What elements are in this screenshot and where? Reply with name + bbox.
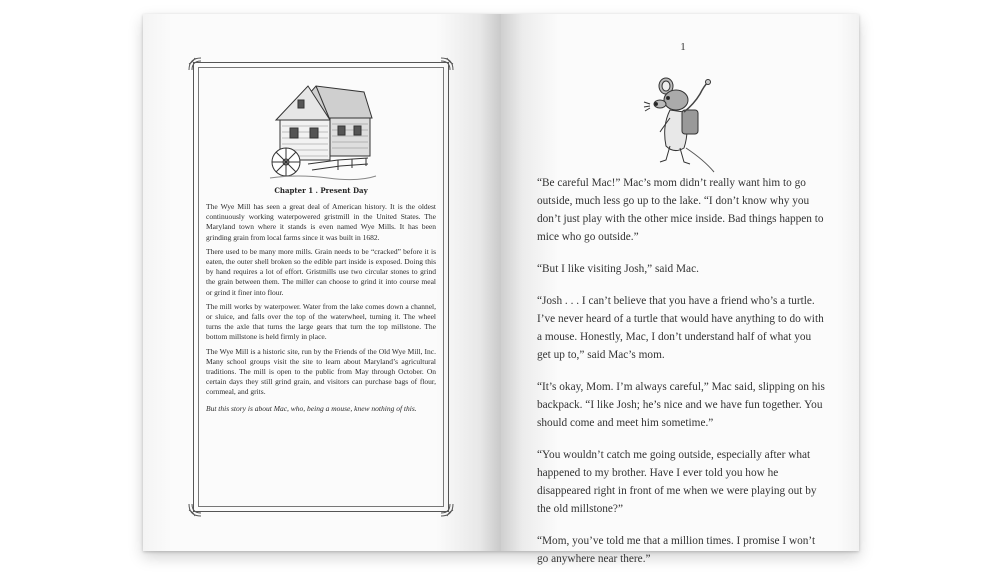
left-page-body (206, 202, 436, 418)
corner-ornament-icon (187, 56, 203, 72)
paragraph: The Wye Mill is a historic site, run by the Friends of the Old Wye Mill, Inc. Many school groups visit the site to learn about Maryland’s agricultural traditions. The mill is open to the public from May through October. On certain days they still grind grain, and visitors can purchase bags of flour, cornmeal, and grits. (206, 346, 436, 397)
paragraph: “You wouldn’t catch me going outside, especially after what happened to my brother. Have I ever told you how he disappeared right in front of me when we were playing out by the old millstone?” (537, 449, 817, 515)
gristmill-illustration (268, 78, 378, 182)
page-number: 1 (680, 41, 686, 53)
paragraph: There used to be many more mills. Grain needs to be “cracked” before it is eaten, the outer shell broken so the edible part inside is exposed. Doing this by hand requires a lot of effort. Gristmills use two circular stones to grind the grain between them. The miller can choose to grind it into course meal or grind it finer into flour. (206, 246, 436, 297)
book-spread (143, 14, 859, 565)
right-page (501, 14, 859, 565)
paragraph: “It’s okay, Mom. I’m always careful,” Mac said, slipping on his backpack. “I like Josh; he’s nice and we have fun together. You should come and meet him sometime.” (537, 381, 825, 429)
paragraph: “But I like visiting Josh,” said Mac. (537, 263, 699, 275)
corner-ornament-icon (439, 56, 455, 72)
mouse-illustration (644, 74, 718, 174)
paragraph: The mill works by waterpower. Water from the lake comes down a channel, or sluice, and falls over the top of the waterwheel, turning it. The wheel turns the axle that turns the large gears that turn the top millstone. The bottom millstone is held firmly in place. (206, 301, 436, 342)
paragraph: The Wye Mill has seen a great deal of American history. It is the oldest continuously working waterpowered gristmill in the United States. The Maryland town where it stands is even named Wye Mills. It has been grinding grain from local farms since it was built in 1682. (206, 202, 436, 242)
paragraph: “Josh . . . I can’t believe that you have a friend who’s a turtle. I’ve never heard of a turtle that would have anything to do with a mouse. Honestly, Mac, I don’t understand half of what you get up to,” said Mac’s mom. (537, 295, 824, 361)
chapter-title: Chapter 1 . Present Day (274, 186, 368, 195)
left-page (143, 14, 501, 551)
right-page-body (537, 174, 827, 582)
corner-ornament-icon (187, 502, 203, 518)
paragraph: “Mom, you’ve told me that a million times. I promise I won’t go anywhere near there.” (537, 535, 816, 565)
paragraph: “Be careful Mac!” Mac’s mom didn’t really want him to go outside, much less go up to the lake. “I don’t know why you don’t just play with the other mice inside. Bad things happen to mice who go outside.” (537, 177, 824, 243)
closing-italic-line: But this story is about Mac, who, being a mouse, knew nothing of this. (206, 403, 417, 413)
corner-ornament-icon (439, 502, 455, 518)
